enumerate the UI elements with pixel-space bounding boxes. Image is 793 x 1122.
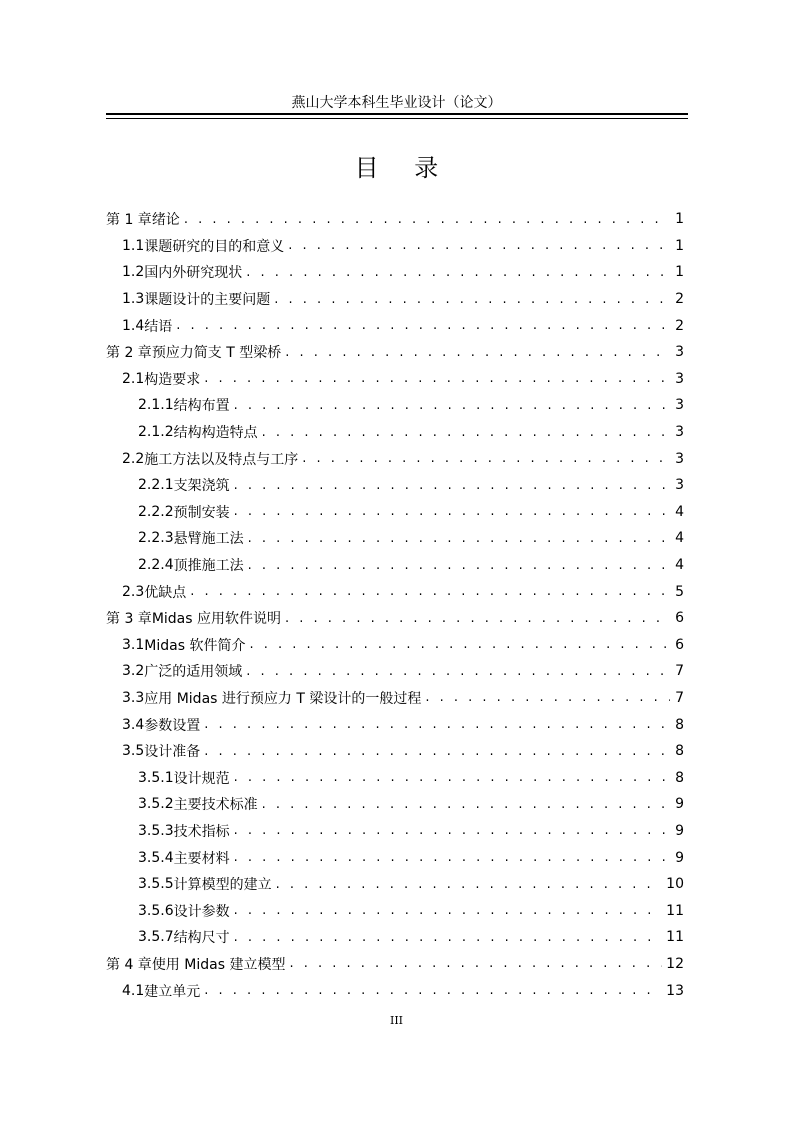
toc-entry-page: 3 — [675, 397, 684, 414]
toc-entry-number: 2.2.3 — [138, 530, 174, 547]
toc-entry-page: 2 — [675, 317, 684, 334]
toc-leader-dots — [246, 664, 670, 679]
toc-entry[interactable] — [106, 738, 684, 765]
toc-entry-title: 参数设置 — [144, 717, 201, 734]
toc-entry-page: 11 — [666, 929, 684, 946]
toc-leader-dots — [234, 398, 670, 413]
toc-entry-number: 3.5 — [122, 743, 145, 760]
toc-entry-page: 11 — [666, 902, 684, 919]
toc-entry-page: 3 — [675, 370, 684, 387]
toc-entry-title: 设计参数 — [173, 903, 230, 920]
page-header: 燕山大学本科生毕业设计（论文） — [291, 95, 502, 111]
toc-entry-page: 9 — [675, 849, 684, 866]
toc-entry-page: 3 — [675, 450, 684, 467]
toc-entry[interactable] — [106, 685, 684, 712]
toc-entry-number: 2.2.4 — [138, 557, 174, 574]
toc-entry-number: 2.1.2 — [138, 424, 174, 441]
toc-leader-dots — [234, 504, 670, 519]
toc-entry-number: 1.2 — [122, 264, 145, 281]
toc-leader-dots — [262, 797, 670, 812]
toc-entry-page: 7 — [675, 663, 684, 680]
toc-entry[interactable] — [106, 924, 684, 951]
toc-entry[interactable] — [106, 419, 684, 446]
toc-entry[interactable] — [106, 658, 684, 685]
toc-entry[interactable] — [106, 312, 684, 339]
toc-entry-page: 9 — [675, 822, 684, 839]
toc-entry[interactable] — [106, 897, 684, 924]
toc-leader-dots — [234, 770, 670, 785]
toc-list — [106, 206, 684, 1004]
toc-entry[interactable] — [106, 605, 684, 632]
toc-entry-number: 2.2.2 — [138, 503, 174, 520]
toc-entry-title: 支架浇筑 — [173, 478, 230, 495]
toc-entry[interactable] — [106, 472, 684, 499]
toc-entry-number: 3.5.5 — [138, 876, 174, 893]
toc-entry-page: 9 — [675, 796, 684, 813]
header-rule-thick — [106, 113, 688, 115]
toc-entry[interactable] — [106, 791, 684, 818]
toc-entry[interactable] — [106, 711, 684, 738]
toc-entry-title: 设计准备 — [144, 744, 201, 761]
toc-entry[interactable] — [106, 366, 684, 393]
toc-entry-title: 优缺点 — [144, 584, 187, 601]
toc-entry-title: 绪论 — [151, 212, 180, 229]
toc-entry-title: 建立单元 — [144, 983, 201, 1000]
toc-leader-dots — [204, 744, 670, 759]
toc-entry-page: 10 — [666, 876, 684, 893]
toc-entry-title: 施工方法以及特点与工序 — [144, 451, 299, 468]
toc-entry-title: 应用 Midas 进行预应力 T 梁设计的一般过程 — [144, 690, 422, 707]
toc-entry-number: 3.5.6 — [138, 902, 174, 919]
toc-leader-dots — [274, 292, 670, 307]
toc-entry-title: Midas 应用软件说明 — [151, 611, 281, 628]
toc-entry-title: 设计规范 — [173, 770, 230, 787]
toc-leader-dots — [234, 850, 670, 865]
toc-entry-title: 计算模型的建立 — [173, 877, 272, 894]
toc-entry-page: 8 — [675, 743, 684, 760]
toc-entry-number: 2.3 — [122, 583, 145, 600]
toc-entry-page: 8 — [675, 769, 684, 786]
toc-entry[interactable] — [106, 259, 684, 286]
toc-entry[interactable] — [106, 764, 684, 791]
toc-entry[interactable] — [106, 578, 684, 605]
toc-entry-page: 5 — [675, 583, 684, 600]
toc-leader-dots — [285, 611, 670, 626]
toc-leader-dots — [234, 930, 663, 945]
toc-entry-number: 2.1 — [122, 370, 145, 387]
toc-entry-title: 国内外研究现状 — [144, 265, 243, 282]
toc-entry-title: 技术指标 — [173, 823, 230, 840]
toc-entry-page: 13 — [666, 982, 684, 999]
toc-entry-page: 1 — [675, 211, 684, 228]
toc-entry[interactable] — [106, 977, 684, 1004]
toc-entry[interactable] — [106, 951, 684, 978]
toc-leader-dots — [285, 345, 670, 360]
toc-entry-number: 2.2.1 — [138, 477, 174, 494]
toc-entry-title: 课题设计的主要问题 — [144, 292, 271, 309]
toc-entry-page: 8 — [675, 716, 684, 733]
toc-entry[interactable] — [106, 525, 684, 552]
toc-entry-title: 使用 Midas 建立模型 — [151, 956, 286, 973]
toc-entry[interactable] — [106, 844, 684, 871]
toc-entry-page: 4 — [675, 503, 684, 520]
toc-entry-number: 第 2 章 — [106, 345, 152, 362]
toc-entry[interactable] — [106, 632, 684, 659]
toc-entry-number: 3.5.4 — [138, 849, 174, 866]
toc-leader-dots — [302, 451, 670, 466]
toc-leader-dots — [276, 877, 663, 892]
toc-leader-dots — [184, 212, 670, 227]
toc-entry-number: 3.3 — [122, 689, 145, 706]
toc-entry-title: 课题研究的目的和意义 — [144, 238, 285, 255]
toc-entry-number: 3.2 — [122, 663, 145, 680]
toc-leader-dots — [288, 238, 670, 253]
toc-entry-number: 3.4 — [122, 716, 145, 733]
toc-entry-number: 3.5.7 — [138, 929, 174, 946]
toc-entry-number: 第 4 章 — [106, 956, 152, 973]
toc-entry-title: 结语 — [144, 318, 173, 335]
toc-entry-number: 1.3 — [122, 291, 145, 308]
toc-leader-dots — [176, 318, 670, 333]
toc-entry-page: 12 — [666, 955, 684, 972]
toc-entry-page: 2 — [675, 291, 684, 308]
toc-entry-page: 1 — [675, 264, 684, 281]
toc-entry-title: 预应力简支 T 型梁桥 — [151, 345, 282, 362]
toc-entry-page: 6 — [675, 636, 684, 653]
toc-leader-dots — [425, 690, 670, 705]
toc-entry-number: 第 1 章 — [106, 212, 152, 229]
toc-entry-page: 4 — [675, 530, 684, 547]
toc-entry[interactable] — [106, 552, 684, 579]
toc-entry-page: 3 — [675, 477, 684, 494]
toc-entry-number: 1.4 — [122, 317, 145, 334]
toc-entry-number: 3.5.3 — [138, 822, 174, 839]
toc-entry-title: Midas 软件简介 — [144, 637, 246, 654]
toc-entry[interactable] — [106, 499, 684, 526]
toc-entry-page: 3 — [675, 344, 684, 361]
toc-leader-dots — [204, 983, 662, 998]
header-rule-thin — [106, 118, 688, 119]
toc-entry-title: 结构布置 — [173, 398, 230, 415]
toc-entry-title: 结构构造特点 — [173, 425, 258, 442]
toc-entry-page: 7 — [675, 689, 684, 706]
toc-entry-page: 1 — [675, 237, 684, 254]
toc-entry-title: 构造要求 — [144, 371, 201, 388]
toc-leader-dots — [234, 823, 670, 838]
toc-entry-number: 2.2 — [122, 450, 145, 467]
toc-leader-dots — [249, 637, 670, 652]
toc-entry-number: 1.1 — [122, 237, 145, 254]
toc-entry-number: 3.1 — [122, 636, 145, 653]
toc-entry[interactable] — [106, 871, 684, 898]
toc-leader-dots — [262, 425, 670, 440]
toc-entry-title: 主要技术标准 — [173, 797, 258, 814]
toc-entry-number: 4.1 — [122, 982, 145, 999]
toc-entry[interactable] — [106, 206, 684, 233]
toc-leader-dots — [234, 903, 663, 918]
toc-entry[interactable] — [106, 286, 684, 313]
toc-leader-dots — [289, 956, 662, 971]
toc-leader-dots — [246, 265, 670, 280]
toc-entry-title: 悬臂施工法 — [173, 531, 244, 548]
toc-entry-page: 6 — [675, 610, 684, 627]
toc-entry[interactable] — [106, 445, 684, 472]
toc-entry-number: 3.5.1 — [138, 769, 174, 786]
toc-leader-dots — [190, 584, 670, 599]
toc-leader-dots — [204, 717, 670, 732]
toc-entry-title: 结构尺寸 — [173, 930, 230, 947]
toc-entry[interactable] — [106, 818, 684, 845]
toc-leader-dots — [248, 531, 670, 546]
toc-leader-dots — [234, 478, 670, 493]
toc-entry-page: 3 — [675, 424, 684, 441]
toc-entry[interactable] — [106, 233, 684, 260]
toc-entry-page: 4 — [675, 557, 684, 574]
toc-entry-title: 广泛的适用领域 — [144, 664, 243, 681]
toc-entry-title: 主要材料 — [173, 850, 230, 867]
toc-entry-number: 3.5.2 — [138, 796, 174, 813]
toc-entry-number: 2.1.1 — [138, 397, 174, 414]
toc-entry-number: 第 3 章 — [106, 611, 152, 628]
toc-leader-dots — [204, 371, 670, 386]
toc-entry[interactable] — [106, 339, 684, 366]
toc-entry-title: 顶推施工法 — [173, 558, 244, 575]
toc-title: 目 录 — [354, 154, 453, 182]
page-number: III — [389, 1014, 404, 1027]
toc-entry-title: 预制安装 — [173, 504, 230, 521]
toc-leader-dots — [248, 558, 670, 573]
toc-entry[interactable] — [106, 392, 684, 419]
